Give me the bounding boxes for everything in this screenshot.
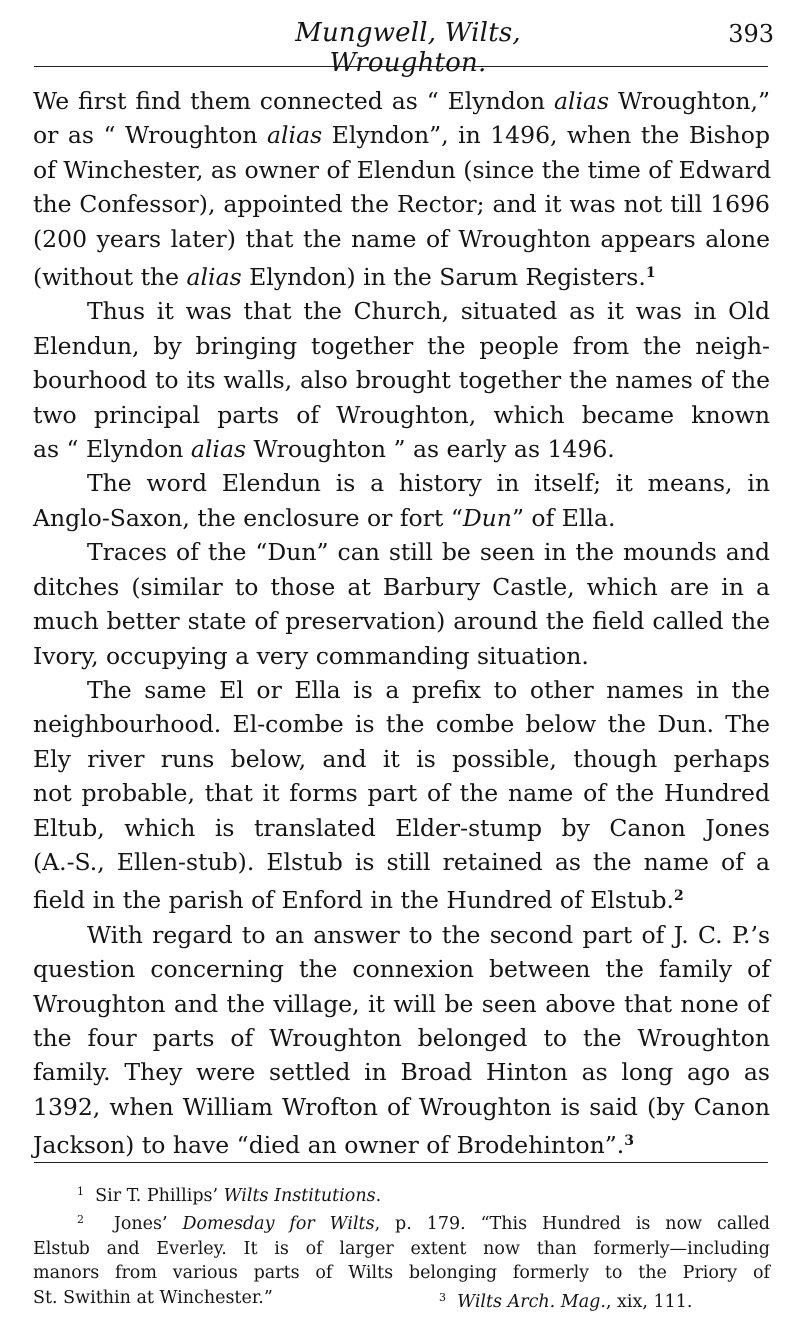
text-line: (200 years later) that the name of Wroughton appears alone: [33, 224, 770, 253]
text-line: We first find them connected as “ Elyndon alias Wroughton,”: [33, 87, 770, 115]
footnotes: [33, 1180, 770, 1310]
text-line: the four parts of Wroughton belonged to the Wroughton: [33, 1023, 770, 1052]
paragraph-3: [33, 466, 770, 535]
text-line: Eltub, which is translated Elder-stump by Canon Jones: [33, 813, 770, 842]
text-line: The same El or Ella is a prefix to other names in the: [87, 675, 770, 704]
text-line: ditches (similar to those at Barbury Castle, which are in a: [33, 572, 770, 601]
text-line: Ivory, occupying a very commanding situation.: [33, 641, 589, 670]
running-title: Mungwell, Wilts, Wroughton.: [295, 18, 521, 78]
footnote-rule: [34, 1162, 768, 1163]
text-line: Elendun, by bringing together the people from the neigh-: [33, 331, 770, 360]
page-number: 393: [728, 20, 774, 48]
footnote-2-end: St. Swithin at Winchester.”: [33, 1287, 273, 1308]
footnote-1: $^1$ Sir T. Phillips’ Wilts Institutions.: [77, 1185, 382, 1206]
text-line: Anglo-Saxon, the enclosure or fort “Dun” of Ella.: [33, 503, 616, 532]
text-line: (A.-S., Ellen-stub). Elstub is still retained as the name of a: [33, 847, 770, 876]
text-line: family. They were settled in Broad Hinton as long ago as: [33, 1058, 770, 1087]
running-header: [0, 16, 800, 78]
footnote-ref: 3: [624, 1133, 634, 1150]
footnote-2: $^2$ Jones’ Domesday for Wilts, p. 179. “This Hundred is now called: [77, 1213, 770, 1235]
text-line: field in the parish of Enford in the Hundred of Elstub.$^2$: [33, 886, 684, 915]
text-line: Wroughton and the village, it will be seen above that none of: [33, 989, 770, 1018]
paragraph-6: [33, 918, 770, 1163]
footnote-3: $^3$ Wilts Arch. Mag., xix, 111.: [439, 1290, 693, 1312]
footnote-ref: 2: [674, 888, 684, 905]
text-line: the Confessor), appointed the Rector; and it was not till 1696: [33, 190, 770, 219]
text-line: (without the alias Elyndon) in the Sarum Registers.$^1$: [33, 263, 656, 292]
footnote-ref: 1: [645, 265, 656, 282]
header-rule: [34, 66, 768, 67]
text-line: question concerning the connexion between the family of: [33, 955, 770, 984]
text-line: Ely river runs below, and it is possible, though perhaps: [33, 744, 770, 773]
text-line: Traces of the “Dun” can still be seen in the mounds and: [87, 538, 770, 567]
footnote-2-line-4-and-3: [33, 1286, 770, 1310]
paragraph-4: [33, 535, 770, 673]
paragraph-1: [33, 84, 770, 294]
text-line: as “ Elyndon alias Wroughton ” as early as 1496.: [33, 435, 615, 464]
text-line: The word Elendun is a history in itself; it means, in: [87, 469, 770, 498]
text-line: Thus it was that the Church, situated as it was in Old: [87, 297, 770, 326]
text-line: neighbourhood. El-combe is the combe below the Dun. The: [33, 710, 770, 739]
text-line: or as “ Wroughton alias Elyndon”, in 1496, when the Bishop: [33, 121, 770, 150]
paragraph-2: [33, 294, 770, 466]
text-line: not probable, that it forms part of the name of the Hundred: [33, 779, 770, 808]
text-line: much better state of preservation) around the field called the: [33, 607, 770, 636]
text-line: bourhood to its walls, also brought together the names of the: [33, 366, 770, 395]
footnote-2-line-3: manors from various parts of Wilts belonging formerly to the Priory of: [33, 1263, 770, 1284]
body-text: [33, 84, 770, 1163]
paragraph-5: [33, 673, 770, 918]
text-line: of Winchester, as owner of Elendun (since the time of Edward: [33, 155, 772, 184]
footnote-2-line-2: Elstub and Everley. It is of larger extent now than formerly—including: [33, 1238, 770, 1259]
text-line: Jackson) to have “died an owner of Brodehinton”.$^3$: [33, 1131, 634, 1160]
text-line: 1392, when William Wrofton of Wroughton is said (by Canon: [33, 1092, 770, 1121]
text-line: With regard to an answer to the second part of J. C. P.’s: [87, 920, 770, 949]
text-line: two principal parts of Wroughton, which became known: [33, 400, 770, 429]
